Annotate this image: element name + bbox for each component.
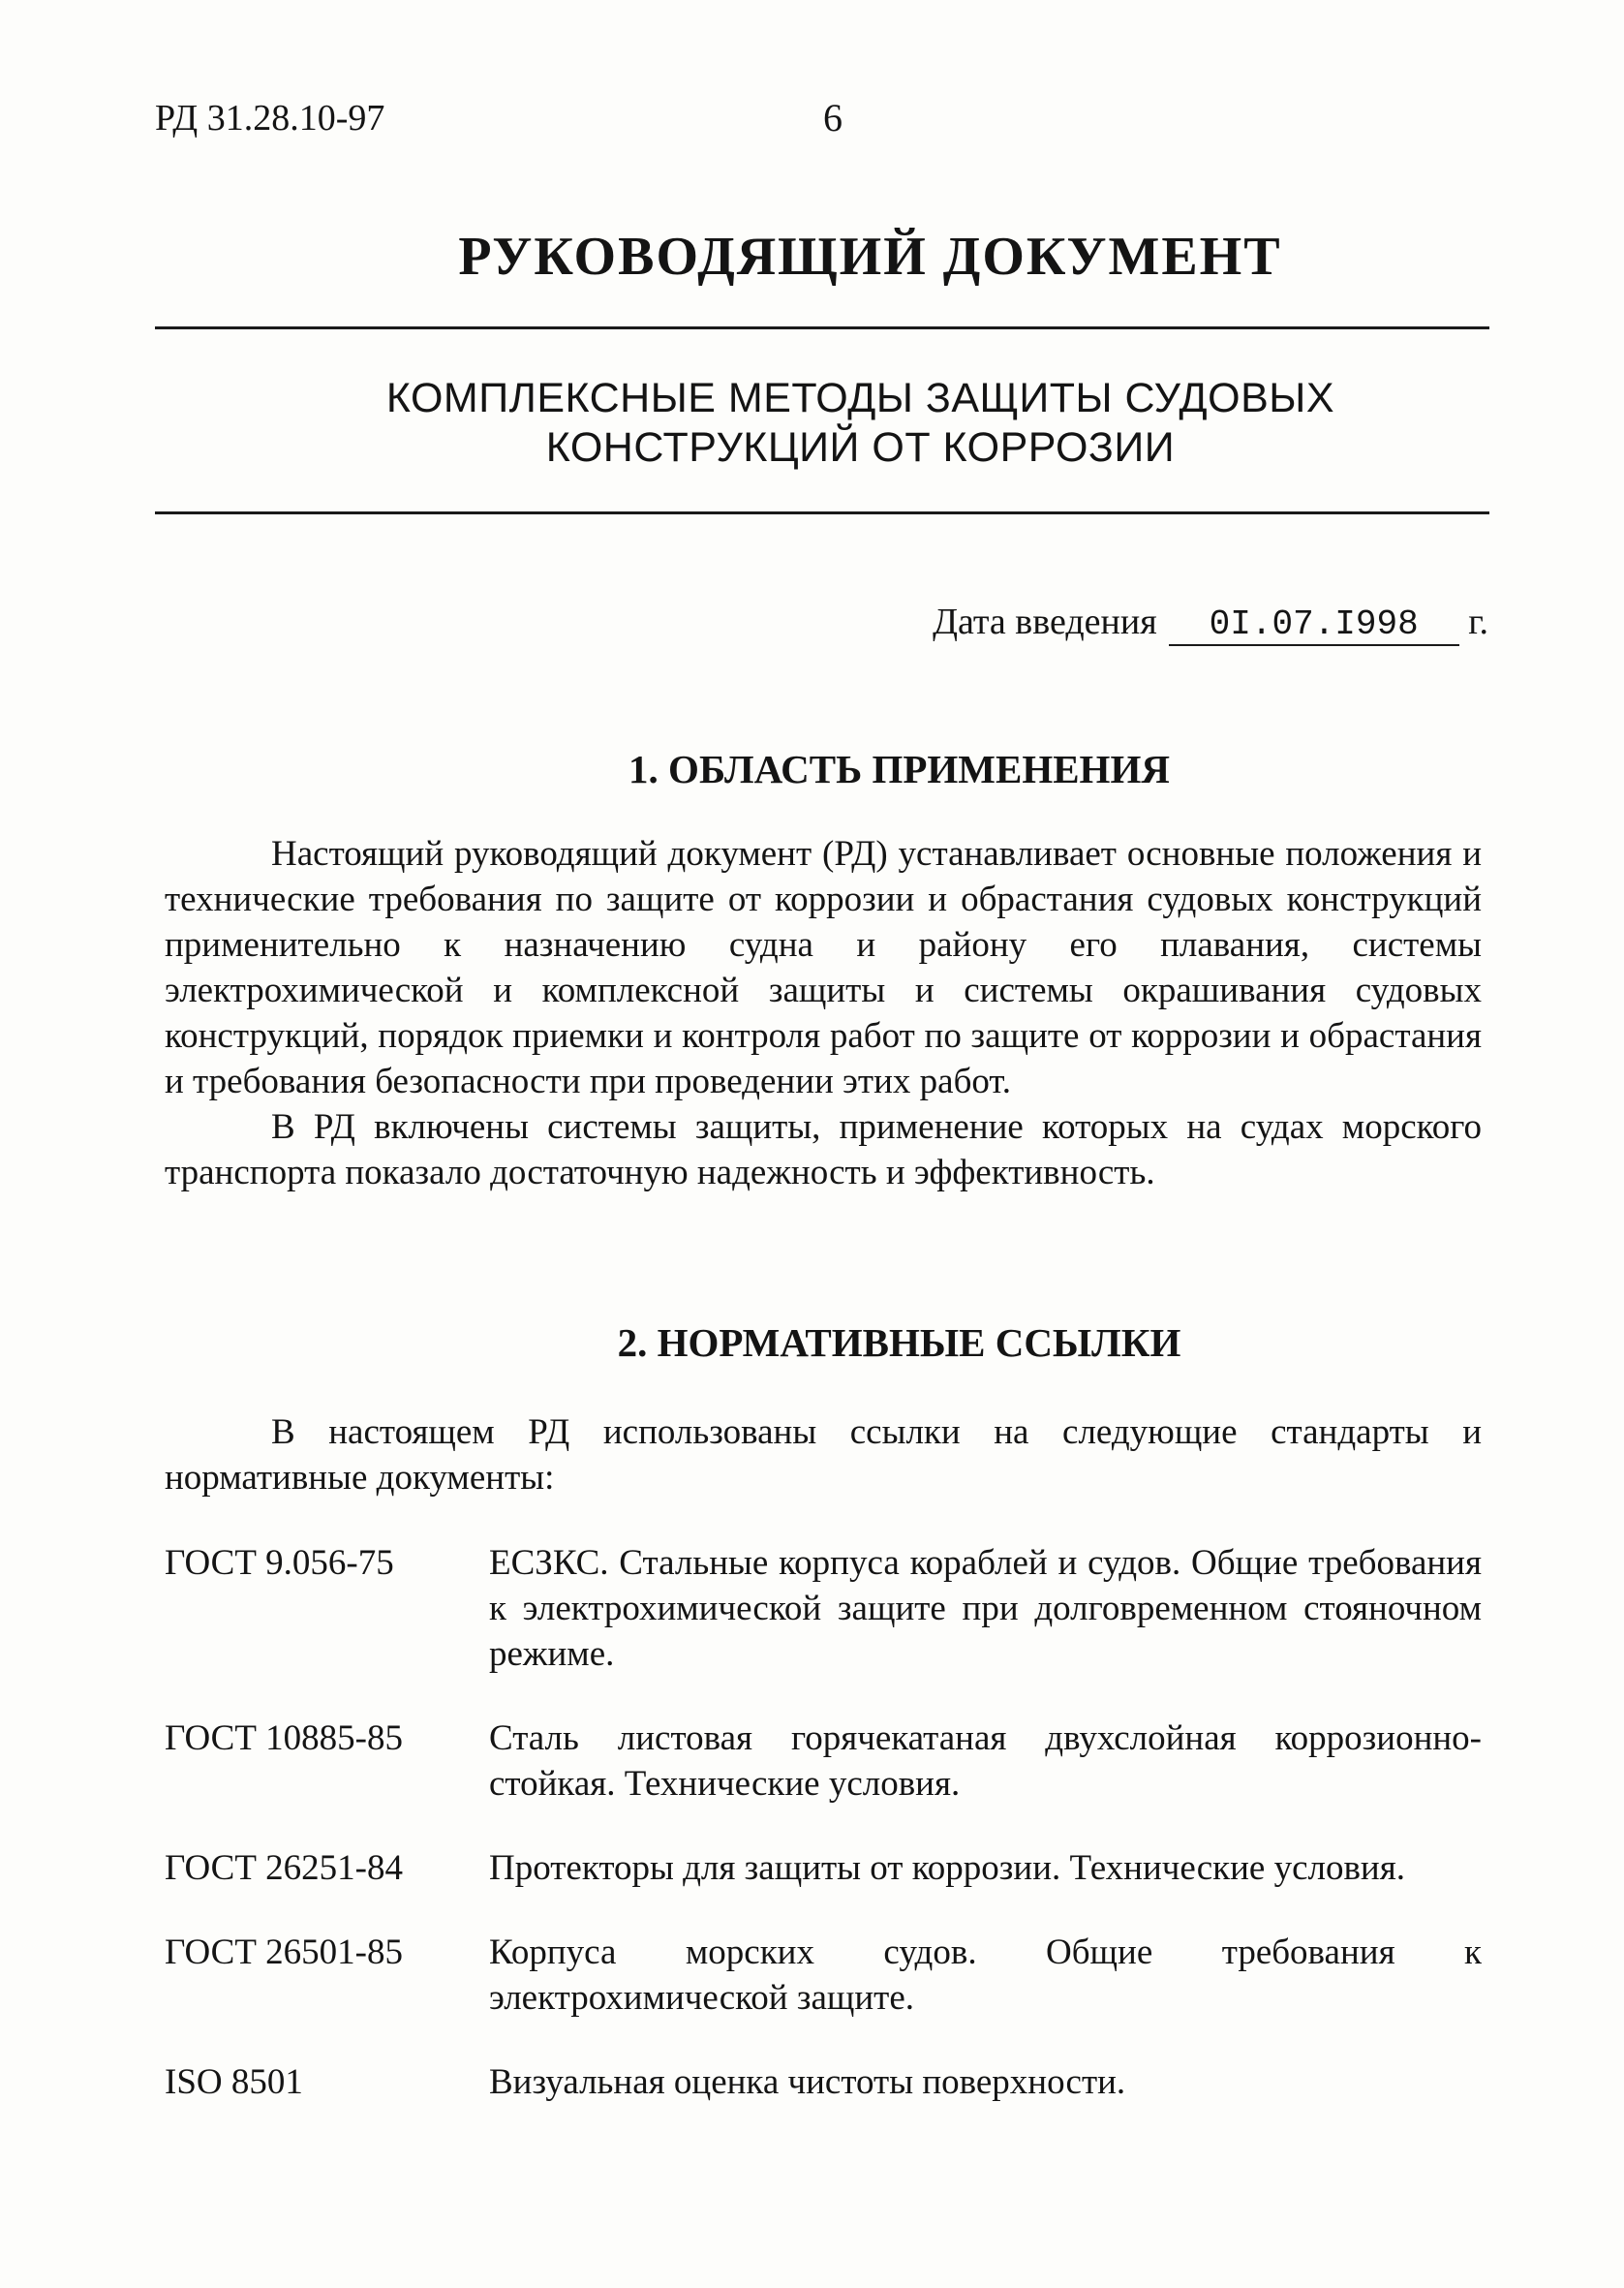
section-2-heading: 2. НОРМАТИВНЫЕ ССЫЛКИ: [617, 1320, 1181, 1365]
introduction-date-suffix: г.: [1468, 602, 1488, 642]
reference-code: ГОСТ 26501-85: [165, 1932, 403, 1972]
reference-description: Корпуса морских судов. Общие требования к электрохимической защите.: [489, 1932, 1482, 2018]
normative-references-list: [165, 1540, 1482, 2144]
reference-description: ЕСЗКС. Стальные корпуса кораблей и судов. Общие требования к электрохимической защите при долговременном стояночном режиме.: [489, 1543, 1482, 1674]
section-1-paragraph-1: Настоящий руководящий документ (РД) устанавливает основные положения и технические требования по защите от коррозии и обрастания судовых конструкций применительно к назначению судна и району его плавания, системы электрохимической и комплексной защиты и системы окрашивания судовых конструкций, порядок приемки и контроля работ по защите от коррозии и обрастания и требования безопасности при проведении этих работ.: [165, 834, 1482, 1101]
reference-description: Протекторы для защиты от коррозии. Технические условия.: [489, 1848, 1405, 1888]
reference-code: ГОСТ 10885-85: [165, 1718, 403, 1758]
reference-row: [165, 1845, 1482, 1891]
page-number: 6: [823, 96, 843, 139]
document-title: [0, 374, 1624, 473]
document-title-line-2: КОНСТРУКЦИЙ ОТ КОРРОЗИИ: [545, 424, 1176, 471]
reference-row: [165, 2059, 1482, 2105]
section-1-heading: 1. ОБЛАСТЬ ПРИМЕНЕНИЯ: [628, 747, 1170, 791]
section-2-intro-paragraph: В настоящем РД использованы ссылки на следующие стандарты и нормативные документы:: [165, 1412, 1482, 1498]
introduction-date: [933, 601, 1488, 646]
reference-code: ГОСТ 9.056-75: [165, 1543, 394, 1583]
section-1-body: [165, 831, 1482, 1195]
reference-row: [165, 1930, 1482, 2021]
horizontal-rule-bottom: [155, 511, 1489, 514]
reference-description: Сталь листовая горячекатаная двухслойная коррозионно-стойкая. Технические условия.: [489, 1718, 1482, 1804]
reference-row: [165, 1716, 1482, 1807]
horizontal-rule-top: [155, 326, 1489, 329]
reference-description: Визуальная оценка чистоты поверхности.: [489, 2062, 1126, 2102]
document-code: РД 31.28.10-97: [155, 98, 385, 139]
reference-code: ГОСТ 26251-84: [165, 1848, 403, 1888]
reference-code: ISO 8501: [165, 2062, 303, 2102]
introduction-date-value: 0I.07.I998: [1169, 605, 1459, 646]
document-title-line-1: КОМПЛЕКСНЫЕ МЕТОДЫ ЗАЩИТЫ СУДОВЫХ: [385, 375, 1335, 421]
reference-row: [165, 1540, 1482, 1677]
introduction-date-label: Дата введения: [933, 602, 1157, 642]
section-2-intro: [165, 1409, 1482, 1500]
section-1-paragraph-2: В РД включены системы защиты, применение которых на судах морского транспорта показало достаточную надежность и эффективность.: [165, 1107, 1482, 1192]
document-type-heading: РУКОВОДЯЩИЙ ДОКУМЕНТ: [458, 227, 1282, 287]
